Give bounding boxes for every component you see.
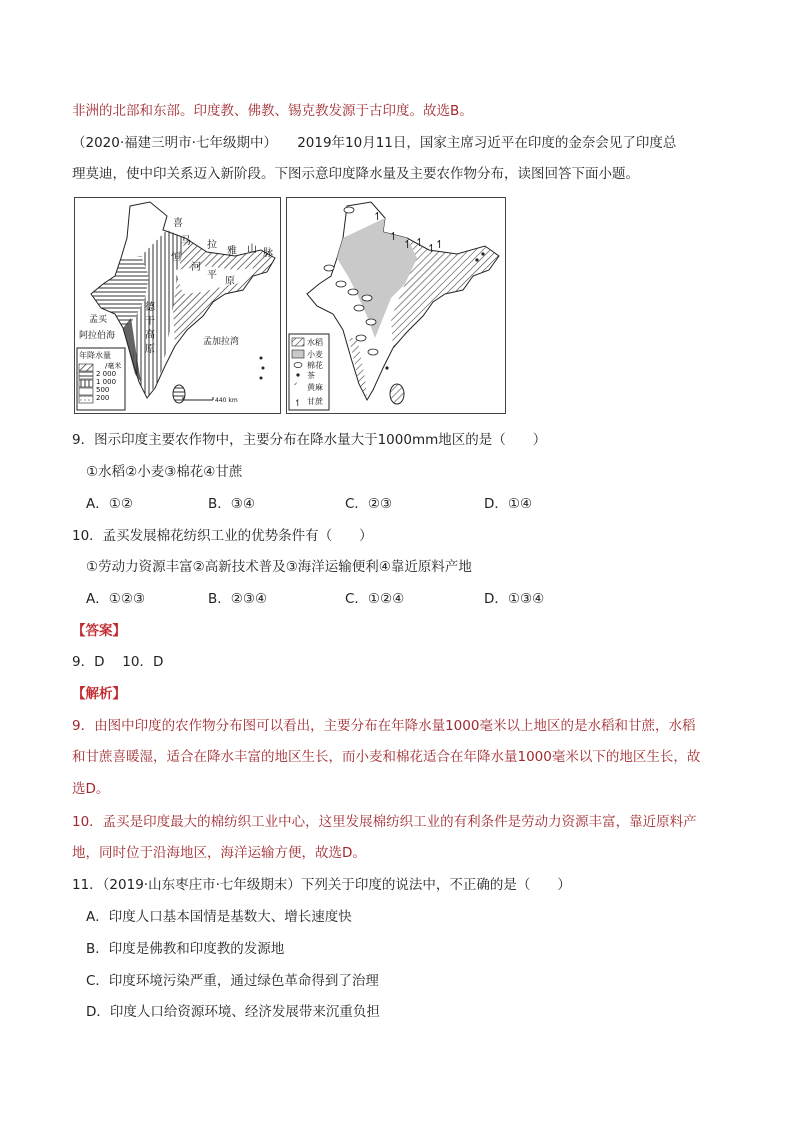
- legend-rice: 水稻: [307, 338, 323, 347]
- prev-answer-line: 非洲的北部和东部。印度教、佛教、锡克教发源于古印度。故选B。: [72, 103, 473, 119]
- label-he: 河: [191, 262, 201, 273]
- label-ping: 平: [207, 270, 217, 281]
- q10-option-d[interactable]: D．①③④: [484, 591, 545, 607]
- analysis-q10-line-2: 地，同时位于沿海地区，海洋运输方便，故选D。: [72, 845, 366, 861]
- q11-option-b[interactable]: B．印度是佛教和印度教的发源地: [86, 941, 285, 957]
- label-yuan2: 原: [145, 344, 155, 355]
- analysis-q9-line-2: 和甘蔗喜暖湿，适合在降水丰富的地区生长，而小麦和棉花适合在年降水量1000毫米以下的地区生长，故: [72, 749, 701, 765]
- q10-stem: 10．孟买发展棉花纺织工业的优势条件有（ ）: [72, 528, 373, 544]
- q10-items: ①劳动力资源丰富②高新技术普及③海洋运输便利④靠近原料产地: [86, 559, 472, 575]
- q11-stem: 11．（2019·山东枣庄市·七年级期末）下列关于印度的说法中，不正确的是（ ）: [72, 877, 571, 893]
- q9-stem: 9．图示印度主要农作物中，主要分布在降水量大于1000mm地区的是（ ）: [72, 432, 547, 448]
- q10-option-b[interactable]: B．②③④: [208, 591, 268, 607]
- legend-value-2000: 2 000: [96, 370, 117, 378]
- legend-cotton: 棉花: [307, 361, 323, 370]
- analysis-q9-line-3: 选D。: [72, 781, 110, 797]
- svg-text:↿: ↿: [373, 210, 383, 223]
- legend-tea: 茶: [307, 371, 315, 380]
- svg-text:↿: ↿: [403, 238, 413, 251]
- label-bay-of-bengal: 孟加拉湾: [203, 337, 240, 347]
- q9-option-a[interactable]: A．①②: [86, 496, 133, 512]
- svg-text:↿: ↿: [415, 236, 425, 249]
- label-mumbai: 孟买: [89, 315, 108, 325]
- answer-heading: 【答案】: [72, 623, 126, 639]
- q10-option-c[interactable]: C．①②④: [345, 591, 405, 607]
- q10-option-a[interactable]: A．①②③: [86, 591, 146, 607]
- question-intro-line-2: 理莫迪，使中印关系迈入新阶段。下图示意印度降水量及主要农作物分布，读图回答下面小题。: [72, 166, 639, 182]
- svg-text:ᐟ: ᐟ: [294, 381, 298, 390]
- analysis-heading: 【解析】: [72, 686, 126, 702]
- answer-text: 9．D 10．D: [72, 654, 164, 670]
- label-yuan: 原: [225, 276, 235, 287]
- svg-text:↿: ↿: [427, 242, 437, 255]
- label-arabian-sea: 阿拉伯海: [79, 331, 116, 341]
- label-xi: 喜: [173, 218, 183, 229]
- q9-option-c[interactable]: C．②③: [345, 496, 393, 512]
- label-gan: 干: [145, 316, 155, 327]
- label-ya: 雅: [227, 246, 237, 257]
- crop-distribution-map: [286, 197, 506, 414]
- question-intro-line-1: （2020·福建三明市·七年级期中） 2019年10月11日，国家主席习近平在印度的金奈会见了印度总: [72, 135, 677, 151]
- label-gao: 高: [145, 330, 155, 341]
- label-ma: 马: [181, 236, 191, 247]
- svg-text:↿: ↿: [435, 238, 445, 251]
- precipitation-map: [74, 197, 281, 414]
- analysis-q10-line-1: 10．孟买是印度最大的棉纺织工业中心，这里发展棉纺织工业的有利条件是劳动力资源丰富，靠近原料产: [72, 814, 697, 830]
- q9-option-b[interactable]: B．③④: [208, 496, 255, 512]
- legend-wheat: 小麦: [307, 350, 323, 359]
- legend-sugarcane: 甘蔗: [307, 397, 323, 406]
- scale-bar-label: 440 km: [215, 397, 238, 404]
- label-heng: 恒: [171, 252, 181, 263]
- q11-option-c[interactable]: C．印度环境污染严重，通过绿色革命得到了治理: [86, 973, 379, 989]
- q11-option-a[interactable]: A．印度人口基本国情是基数大、增长速度快: [86, 909, 352, 925]
- q9-option-d[interactable]: D．①④: [484, 496, 533, 512]
- legend-title: 年降水量: [79, 351, 111, 360]
- label-la: 拉: [207, 240, 217, 251]
- legend-jute: 黄麻: [307, 383, 323, 392]
- svg-text:↿: ↿: [389, 230, 399, 243]
- legend-value-500: 500: [96, 386, 110, 394]
- analysis-q9-line-1: 9．由图中印度的农作物分布图可以看出，主要分布在年降水量1000毫米以上地区的是水稻和甘蔗，水稻: [72, 718, 696, 734]
- label-de: 德: [145, 302, 155, 313]
- label-shan: 山: [247, 244, 257, 255]
- q11-option-d[interactable]: D．印度人口给资源环境、经济发展带来沉重负担: [86, 1004, 380, 1020]
- svg-text:↿: ↿: [294, 399, 302, 409]
- legend-value-200: 200: [96, 394, 110, 402]
- q9-items: ①水稻②小麦③棉花④甘蔗: [86, 464, 243, 480]
- legend-value-1000: 1 000: [96, 378, 117, 386]
- legend-unit: /毫米: [105, 362, 122, 370]
- label-mai: 脉: [263, 248, 273, 259]
